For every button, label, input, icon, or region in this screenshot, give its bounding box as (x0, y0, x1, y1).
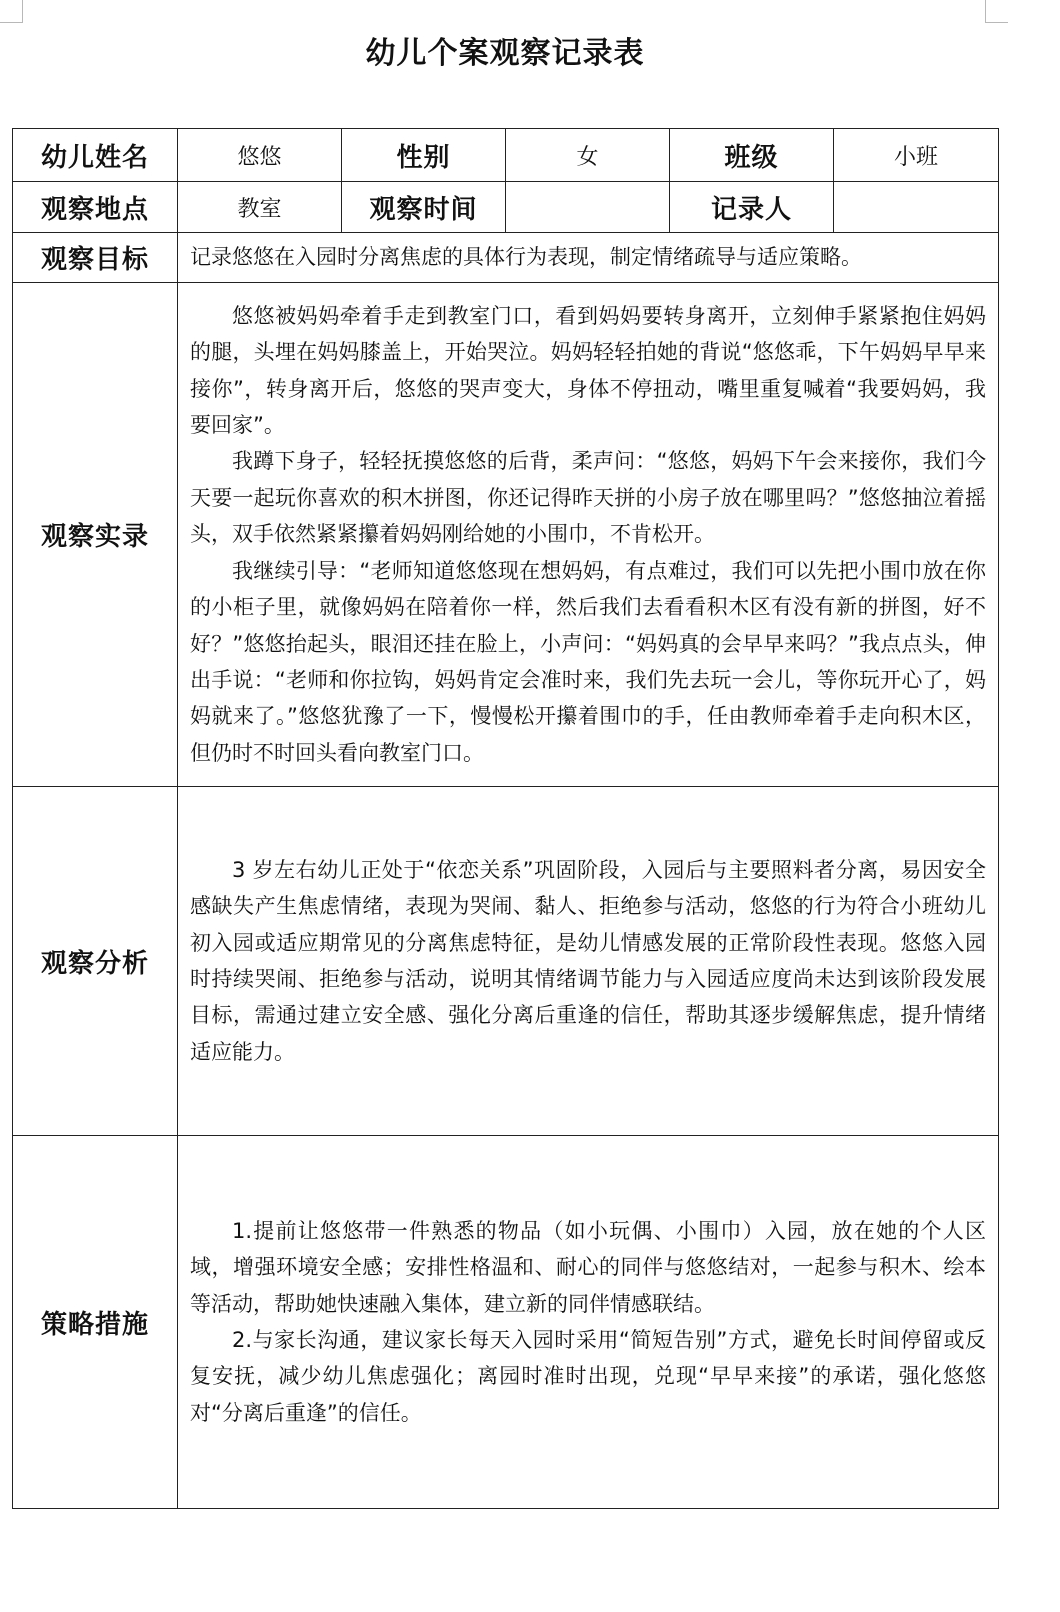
time-label: 观察时间 (342, 182, 506, 233)
goal-paragraph: 记录悠悠在入园时分离焦虑的具体行为表现，制定情绪疏导与适应策略。 (190, 245, 862, 270)
record-text (178, 283, 999, 787)
strategy-label: 策略措施 (13, 1136, 178, 1509)
recorder-label: 记录人 (670, 182, 834, 233)
name-label: 幼儿姓名 (13, 129, 178, 182)
strategy-paragraph: 1.提前让悠悠带一件熟悉的物品（如小玩偶、小围巾）入园，放在她的个人区域，增强环境安全感；安排性格温和、耐心的同伴与悠悠结对，一起参与积木、绘本等活动，帮助她快速融入集体，建立新的同伴情感联结。 (190, 1218, 986, 1316)
record-paragraph: 我蹲下身子，轻轻抚摸悠悠的后背，柔声问：“悠悠，妈妈下午会来接你，我们今天要一起玩你喜欢的积木拼图，你还记得昨天拼的小房子放在哪里吗？”悠悠抽泣着摇头，双手依然紧紧攥着妈妈刚给她的小围巾，不肯松开。 (190, 449, 986, 547)
page-corner-mark-left (0, 0, 23, 23)
strategy-paragraph: 2.与家长沟通，建议家长每天入园时采用“简短告别”方式，避免长时间停留或反复安抚，减少幼儿焦虑强化；离园时准时出现，兑现“早早来接”的承诺，强化悠悠对“分离后重逢”的信任。 (190, 1328, 986, 1425)
table-row-record (13, 283, 999, 787)
class-value: 小班 (834, 129, 999, 182)
strategy-text (178, 1136, 999, 1509)
page-title: 幼儿个案观察记录表 (365, 36, 645, 71)
analysis-text (178, 787, 999, 1136)
gender-label: 性别 (342, 129, 506, 182)
place-value: 教室 (178, 182, 342, 233)
table-row-strategy (13, 1136, 999, 1509)
table-row-goal (13, 233, 999, 283)
name-value: 悠悠 (178, 129, 342, 182)
goal-text (178, 233, 999, 283)
place-label: 观察地点 (13, 182, 178, 233)
recorder-value (834, 182, 999, 233)
table-row-analysis (13, 787, 999, 1136)
table-row-observation-info (13, 182, 999, 233)
gender-value: 女 (506, 129, 670, 182)
page-corner-mark-right (985, 0, 1008, 23)
record-paragraph: 悠悠被妈妈牵着手走到教室门口，看到妈妈要转身离开，立刻伸手紧紧抱住妈妈的腿，头埋在妈妈膝盖上，开始哭泣。妈妈轻轻拍她的背说“悠悠乖，下午妈妈早早来接你”，转身离开后，悠悠的哭声变大，身体不停扭动，嘴里重复喊着“我要妈妈，我要回家”。 (190, 303, 986, 438)
analysis-paragraph: 3 岁左右幼儿正处于“依恋关系”巩固阶段，入园后与主要照料者分离，易因安全感缺失产生焦虑情绪，表现为哭闹、黏人、拒绝参与活动，悠悠的行为符合小班幼儿初入园或适应期常见的分离焦虑特征，是幼儿情感发展的正常阶段性表现。悠悠入园时持续哭闹、拒绝参与活动，说明其情绪调节能力与入园适应度尚未达到该阶段发展目标，需通过建立安全感、强化分离后重逢的信任，帮助其逐步缓解焦虑，提升情绪适应能力。 (190, 857, 986, 1064)
record-label: 观察实录 (13, 283, 178, 787)
record-paragraph: 我继续引导：“老师知道悠悠现在想妈妈，有点难过，我们可以先把小围巾放在你的小柜子里，就像妈妈在陪着你一样，然后我们去看看积木区有没有新的拼图，好不好？”悠悠抬起头，眼泪还挂在脸上，小声问：“妈妈真的会早早来吗？”我点点头，伸出手说：“老师和你拉钩，妈妈肯定会准时来，我们先去玩一会儿，等你玩开心了，妈妈就来了。”悠悠犹豫了一下，慢慢松开攥着围巾的手，任由教师牵着手走向积木区，但仍时不时回头看向教室门口。 (190, 558, 986, 765)
analysis-label: 观察分析 (13, 787, 178, 1136)
goal-label: 观察目标 (13, 233, 178, 283)
table-row-basic-info (13, 129, 999, 182)
observation-table (12, 128, 999, 1509)
class-label: 班级 (670, 129, 834, 182)
time-value (506, 182, 670, 233)
